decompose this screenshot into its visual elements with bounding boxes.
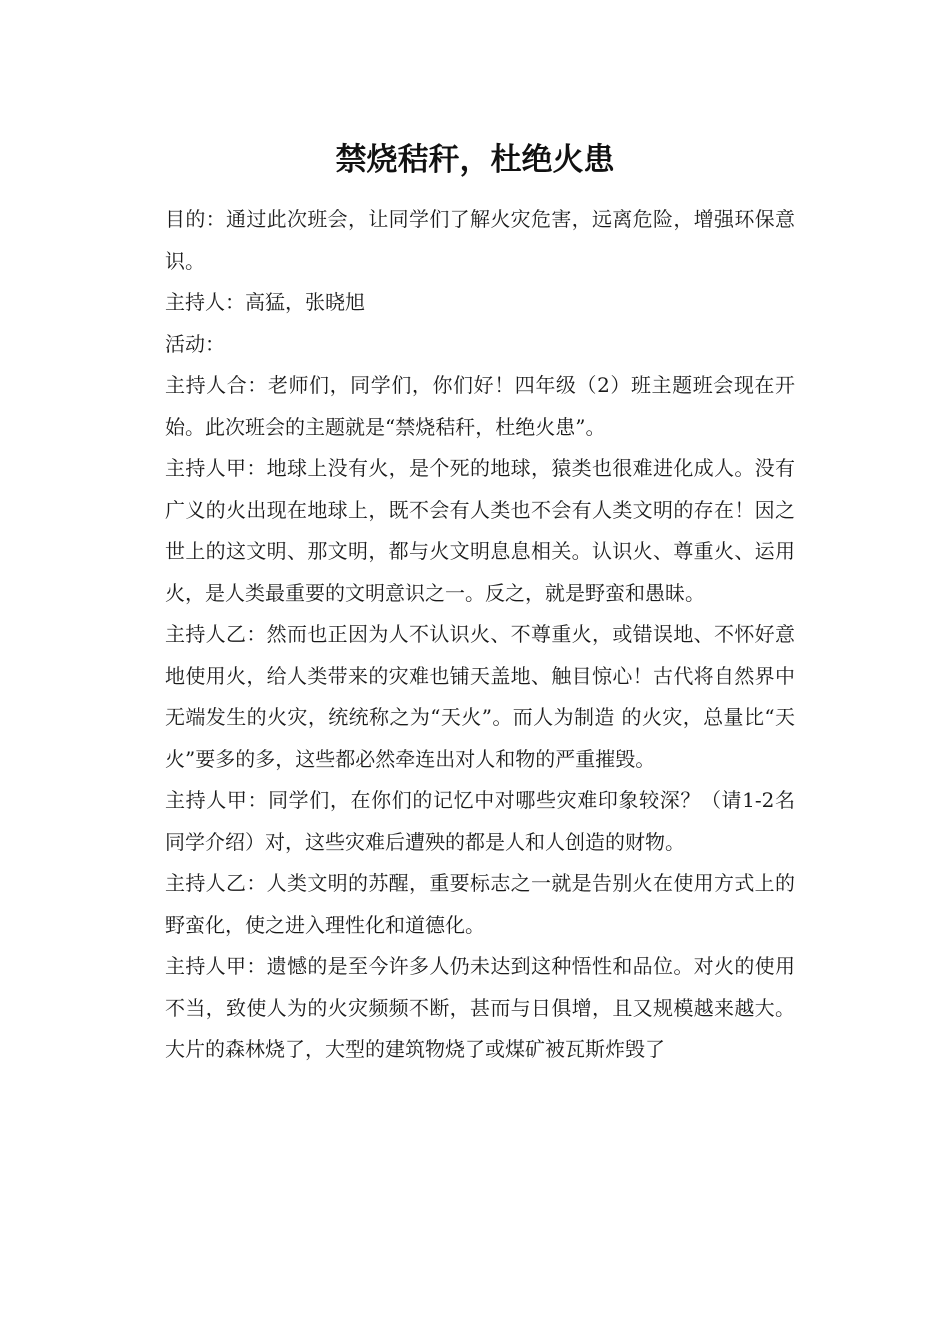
paragraph-host-b-2: 主持人乙：人类文明的苏醒，重要标志之一就是告别火在使用方式上的野蛮化，使之进入理性化和道德化。 [165,871,795,937]
paragraph-hosts: 主持人：高猛，张晓旭 [165,290,365,314]
paragraph-host-a-2: 主持人甲：同学们，在你们的记忆中对哪些灾难印象较深？（请1-2名同学介绍）对，这些灾难后遭殃的都是人和人创造的财物。 [165,788,795,854]
paragraph-purpose: 目的：通过此次班会，让同学们了解火灾危害，远离危险，增强环保意识。 [165,207,795,273]
document-title: 禁烧秸秆，杜绝火患 [335,142,615,178]
paragraph-host-a-1: 主持人甲：地球上没有火，是个死的地球，猿类也很难进化成人。没有广义的火出现在地球上，既不会有人类也不会有人类文明的存在！因之世上的这文明、那文明，都与火文明息息相关。认识火、尊重火、运用火，是人类最重要的文明意识之一。反之，就是野蛮和愚昧。 [165,456,795,605]
document-body [165,199,795,1071]
paragraph-host-b-1: 主持人乙：然而也正因为人不认识火、不尊重火，或错误地、不怀好意地使用火，给人类带来的灾难也铺天盖地、触目惊心！古代将自然界中无端发生的火灾，统统称之为“天火”。而人为制造 的火灾，总量比“天火”要多的多，这些都必然牵连出对人和物的严重摧毁。 [165,622,795,771]
paragraph-activity-heading: 活动： [165,331,225,356]
paragraph-host-a-3: 主持人甲：遗憾的是至今许多人仍未达到这种悟性和品位。对火的使用不当，致使人为的火灾频频不断，甚而与日俱增，且又规模越来越大。大片的森林烧了，大型的建筑物烧了或煤矿被瓦斯炸毁了 [165,954,795,1061]
paragraph-opening: 主持人合：老师们，同学们，你们好！四年级（2）班主题班会现在开始。此次班会的主题就是“禁烧秸秆，杜绝火患”。 [165,373,795,439]
